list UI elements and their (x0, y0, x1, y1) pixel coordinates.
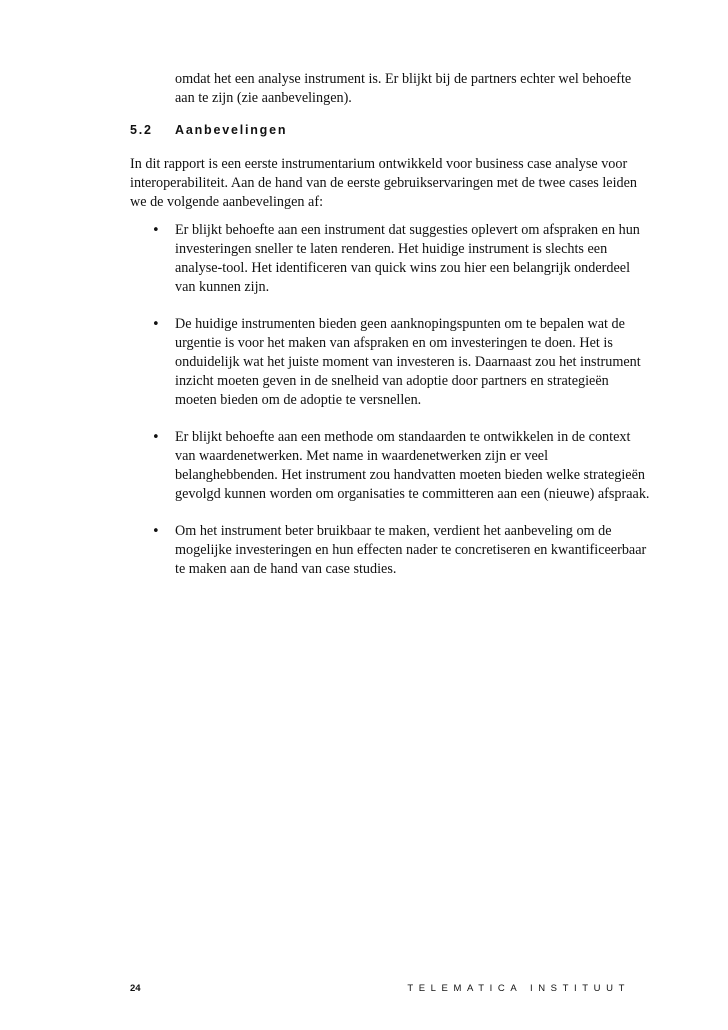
list-item (130, 221, 650, 297)
page-number: 24 (130, 983, 141, 994)
bullet-icon: • (152, 524, 160, 539)
bullet-icon: • (152, 223, 160, 238)
list-item-text: De huidige instrumenten bieden geen aanknopingspunten om te bepalen wat de urgentie is voor het maken van afspraken en om investeringen te doen. Het is onduidelijk wat het juiste moment van investeren is. Daarnaast zou het instrument inzicht moeten geven in de snelheid van adoptie door partners en strategieën moeten bieden om de adoptie te versnellen. (175, 316, 641, 408)
list-item-text: Om het instrument beter bruikbaar te maken, verdient het aanbeveling om de mogelijke investeringen en hun effecten nader te concretiseren en kwantificeerbaar te maken aan de hand van case studies. (175, 523, 647, 577)
list-item (130, 428, 650, 504)
list-item (130, 315, 650, 410)
page-footer (130, 983, 630, 999)
recommendations-list (130, 221, 650, 597)
section-number: 5.2 (130, 123, 153, 137)
bullet-icon: • (152, 317, 160, 332)
intro-paragraph: In dit rapport is een eerste instrumentarium ontwikkeld voor business case analyse voor interoperabiliteit. Aan de hand van de eerste gebruikservaringen met de twee cases leiden we de volgende aanbevelingen af: (130, 156, 637, 210)
continuation-paragraph: omdat het een analyse instrument is. Er blijkt bij de partners echter wel behoefte aan te zijn (zie aanbevelingen). (175, 71, 632, 106)
list-item-text: Er blijkt behoefte aan een methode om standaarden te ontwikkelen in de context van waardenetwerken. Met name in waardenetwerken zijn er veel belanghebbenden. Het instrument zou handvatten moeten bieden welke strategieën gevolgd kunnen worden om organisaties te committeren aan een (nieuwe) afspraak. (175, 429, 650, 502)
bullet-icon: • (152, 430, 160, 445)
footer-brand: TELEMATICA INSTITUUT (407, 983, 630, 994)
list-item-text: Er blijkt behoefte aan een instrument dat suggesties oplevert om afspraken en hun investeringen sneller te laten renderen. Het huidige instrument is slechts een analyse-tool. Het identificeren van quick wins zou hier een belangrijk onderdeel van kunnen zijn. (175, 222, 640, 295)
section-title: Aanbevelingen (175, 123, 288, 137)
list-item (130, 522, 650, 579)
